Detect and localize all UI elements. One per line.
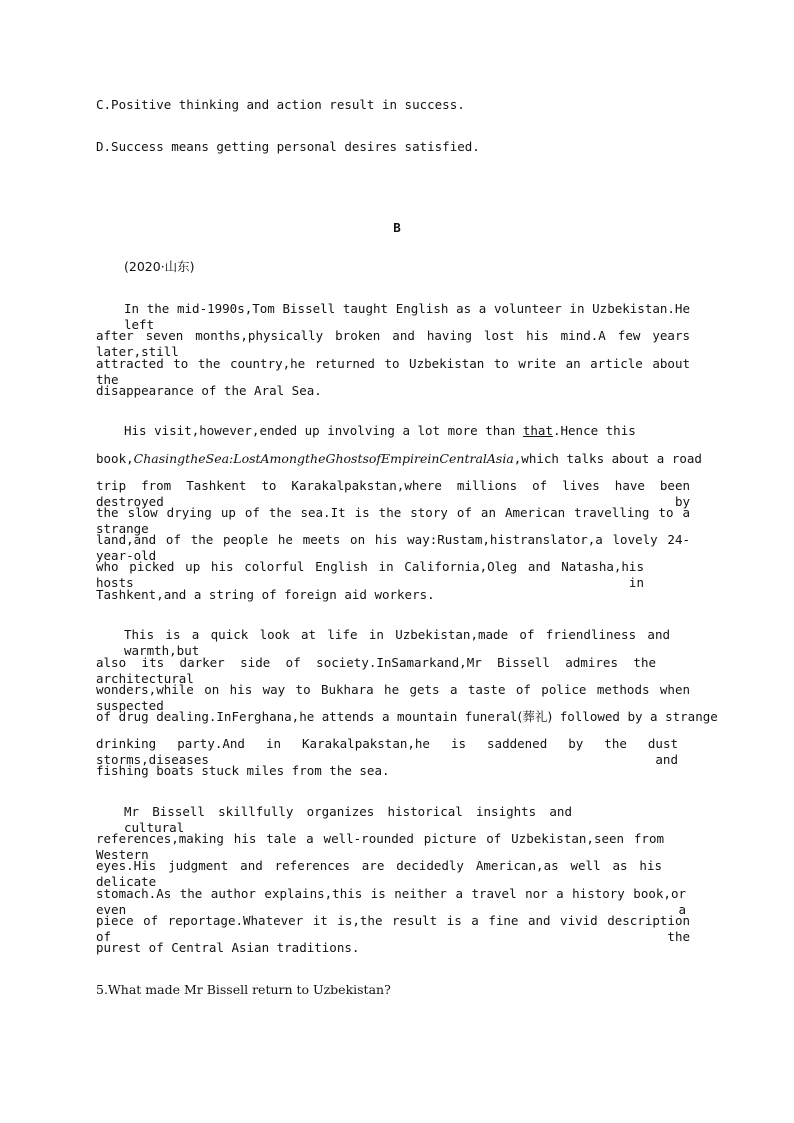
- paragraph-1-line: attracted to the country,he returned to Uzbekistan to write an article about the: [96, 356, 690, 387]
- paragraph-2-line: the slow drying up of the sea.It is the story of an American travelling to a strange: [96, 505, 690, 536]
- paragraph-4-line: stomach.As the author explains,this is neither a travel nor a history book,or even a: [96, 886, 686, 917]
- paragraph-4-line: piece of reportage.Whatever it is,the result is a fine and vivid description of the: [96, 913, 690, 944]
- text-segment: followed by a strange: [552, 709, 718, 724]
- section-heading: B: [393, 220, 401, 235]
- paragraph-4-line: Mr Bissell skillfully organizes historical insights and cultural: [124, 804, 572, 835]
- paragraph-1-line: after seven months,physically broken and having lost his mind.A few years later,still: [96, 328, 690, 359]
- answer-option-c: C.Positive thinking and action result in success.: [96, 97, 465, 112]
- paragraph-2-line: [96, 451, 702, 467]
- paragraph-3-line: [96, 709, 718, 725]
- paragraph-3-line: wonders,while on his way to Bukhara he gets a taste of police methods when suspected: [96, 682, 690, 713]
- paragraph-4-line: references,making his tale a well-rounded picture of Uzbekistan,seen from Western: [96, 831, 664, 862]
- question-5: 5.What made Mr Bissell return to Uzbekistan?: [96, 982, 391, 997]
- paragraph-4-line: eyes.His judgment and references are decidedly American,as well as his delicate: [96, 858, 662, 889]
- passage-source: (2020·山东): [124, 259, 195, 274]
- paragraph-2-line: trip from Tashkent to Karakalpakstan,where millions of lives have been destroyed by: [96, 478, 690, 509]
- text-segment: His visit,however,ended up involving a lot more than: [124, 423, 523, 438]
- answer-option-d: D.Success means getting personal desires satisfied.: [96, 139, 480, 154]
- paragraph-2-line: who picked up his colorful English in California,Oleg and Natasha,his hosts in: [96, 559, 644, 590]
- paragraph-2-line: Tashkent,and a string of foreign aid workers.: [96, 587, 435, 602]
- paragraph-2-line: [124, 423, 636, 439]
- text-segment: ,which talks about a road: [513, 451, 702, 466]
- paragraph-3-line: drinking party.And in Karakalpakstan,he is saddened by the dust storms,diseases and: [96, 736, 678, 767]
- paragraph-3-line: fishing boats stuck miles from the sea.: [96, 763, 390, 778]
- paragraph-2-line: land,and of the people he meets on his way:Rustam,histranslator,a lovely 24-year-old: [96, 532, 690, 563]
- paragraph-4-line: purest of Central Asian traditions.: [96, 940, 360, 955]
- paragraph-3-line: also its darker side of society.InSamarkand,Mr Bissell admires the architectural: [96, 655, 656, 686]
- text-segment: book,: [96, 451, 134, 466]
- underlined-word: that: [522, 423, 553, 438]
- chinese-gloss: (葬礼): [517, 709, 553, 724]
- text-segment: of drug dealing.InFerghana,he attends a mountain funeral: [96, 709, 518, 724]
- paragraph-1-line: In the mid-1990s,Tom Bissell taught English as a volunteer in Uzbekistan.He left: [124, 301, 690, 332]
- text-segment: .Hence this: [552, 423, 636, 438]
- paragraph-3-line: This is a quick look at life in Uzbekistan,made of friendliness and warmth,but: [124, 627, 670, 658]
- paragraph-1-line: disappearance of the Aral Sea.: [96, 383, 322, 398]
- book-title: ChasingtheSea:LostAmongtheGhostsofEmpireinCentralAsia: [133, 451, 514, 466]
